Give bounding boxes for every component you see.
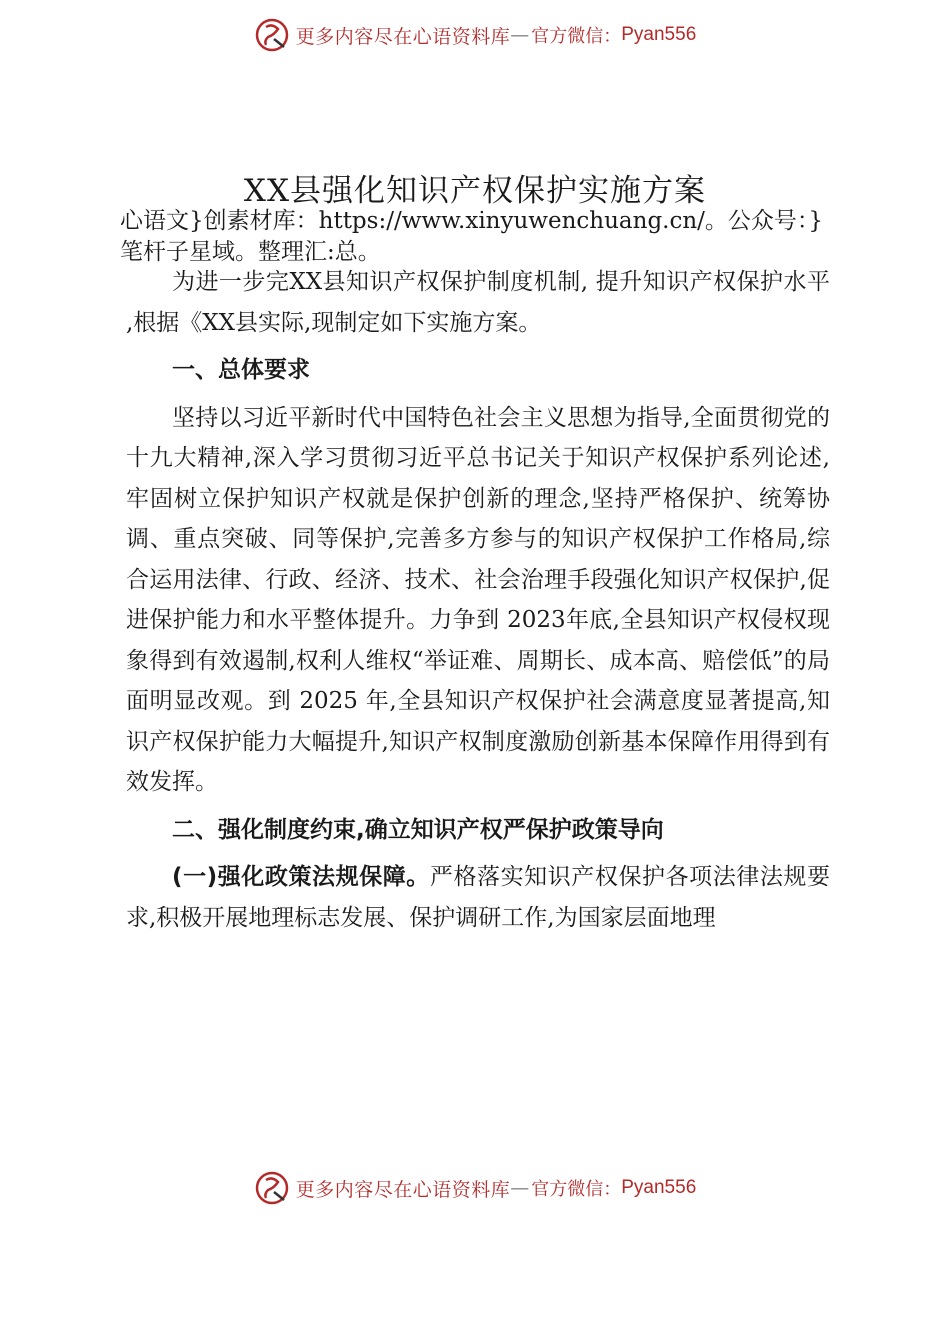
watermark-brand-text: 更多内容尽在心语资料库 bbox=[295, 25, 511, 48]
section-2-heading: 二、强化制度约束,确立知识产权严保护政策导向 bbox=[172, 816, 664, 843]
brand-logo-icon bbox=[254, 1170, 290, 1206]
brand-logo-icon bbox=[254, 17, 290, 53]
watermark-banner-top bbox=[0, 15, 950, 55]
watermark-brand-text: 更多内容尽在心语资料库 bbox=[295, 1178, 511, 1201]
watermark-contact-text: 官方微信： bbox=[531, 1179, 622, 1200]
watermark-contact-id: Pyan556 bbox=[621, 1177, 697, 1198]
section-1-heading: 一、总体要求 bbox=[172, 357, 310, 383]
section-1-paragraph: 坚持以习近平新时代中国特色社会主义思想为指导,全面贯彻党的十九大精神,深入学习贯彻习近平总书记关于知识产权保护系列论述,牢固树立保护知识产权就是保护创新的理念,坚持严格保护、统筹协调、重点突破、同等保护,完善多方参与的知识产权保护工作格局,综合运用法律、行政、经济、技术、社会治理手段强化知识产权保护,促进保护能力和水平整体提升。力争到 2023年底,全县知识产权侵权现象得到有效遏制,权利人维权“举证难、周期长、成本高、赔偿低”的局面明显改观。到 2025 年,全县知识产权保护社会满意度显著提高,知识产权保护能力大幅提升,知识产权制度激励创新基本保障作用得到有效发挥。 bbox=[126, 404, 830, 795]
section-2-paragraph bbox=[126, 857, 830, 938]
document-title: XX县强化知识产权保护实施方案 bbox=[243, 173, 707, 209]
document-body bbox=[126, 262, 830, 938]
section-2-lead: (一)强化政策法规保障。 bbox=[172, 864, 430, 890]
intro-paragraph: 为进一步完XX县知识产权保护制度机制, 提升知识产权保护水平 ,根据《XX县实际,现制定如下实施方案。 bbox=[126, 269, 830, 336]
watermark-contact-text: 官方微信： bbox=[531, 26, 622, 47]
watermark-separator: — bbox=[510, 24, 530, 46]
section-2-text: 严格落实知识产权保护各项法律法规要求,积极开展地理标志发展、保护调研工作,为国家层面地理 bbox=[126, 864, 830, 931]
source-line: 心语文}创素材库：https://www.xinyuwenchuang.cn/。公众号：}笔杆子星域。整理汇:总。 bbox=[120, 208, 824, 265]
watermark-contact-id: Pyan556 bbox=[621, 24, 697, 45]
watermark-banner-bottom bbox=[0, 1168, 950, 1208]
watermark-separator: — bbox=[510, 1177, 530, 1199]
